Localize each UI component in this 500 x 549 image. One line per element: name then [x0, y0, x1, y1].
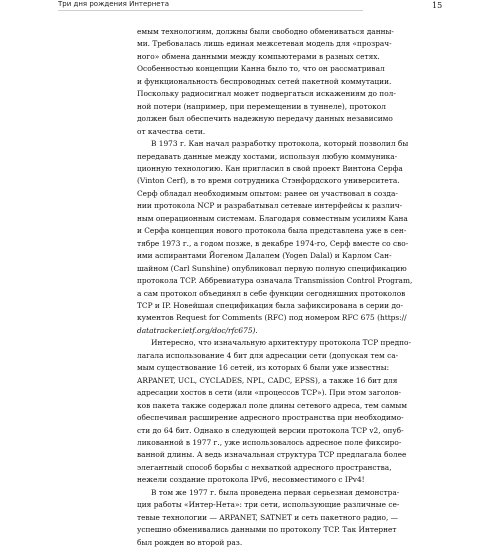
paragraph-1977 [137, 487, 400, 549]
text-line: ми. Требовалась лишь единая межсетевая модель для «прозрач- [137, 39, 392, 49]
rfc-link-text: datatracker.ietf.org/doc/rfc675). [137, 325, 258, 335]
text-line: В том же 1977 г. была проведена первая серьезная демонстра- [151, 487, 400, 497]
text-line: нежели создание протокола IPv6, несовместимого с IPv4! [137, 475, 365, 485]
text-line: ной потери (например, при перемещении в туннеле), протокол [137, 101, 386, 111]
text-line: ным операционным системам. Благодаря совместным усилиям Кана [137, 213, 408, 223]
text-line: нии протокола NCP и разрабатывал сетевые интерфейсы к различ- [137, 201, 403, 211]
text-line: мым существование 16 сетей, из которых 6 были уже известны: [137, 363, 390, 373]
text-line: TCP и IP. Новейшая спецификация была зафиксирована в серии до- [137, 300, 403, 310]
text-line: (Vinton Cerf), в то время сотрудника Стэнфордского университета. [137, 176, 400, 186]
text-line: кументов Request for Comments (RFC) под номером RFC 675 (https:// [137, 313, 407, 323]
text-line: ков пакета также содержал поле длины сетевого адреса, тем самым [137, 400, 408, 410]
text-line: был рожден во второй раз. [137, 537, 243, 547]
text-line: адресации хостов в сети (или «процессов TCP»). При этом заголов- [137, 388, 401, 398]
text-line: передавать данные между хостами, используя любую коммуника- [137, 151, 398, 161]
text-line: должен был обеспечить надежную передачу данных независимо [137, 114, 393, 124]
text-line: лагала использование 4 бит для адресации сети (допуская тем са- [137, 350, 399, 360]
text-line: ция работы «Интер-Нета»: три сети, использующие различные се- [137, 500, 400, 510]
text-line: емым технологиям, должны были свободно обмениваться данны- [137, 27, 394, 36]
header-rule [58, 10, 363, 11]
paragraph-1973 [137, 138, 413, 337]
text-line: обеспечивая расширение адресного пространства при необходимо- [137, 413, 404, 423]
text-line: ционную технологию. Кан пригласил в свой проект Винтона Серфа [137, 163, 403, 173]
running-head: Три дня рождения Интернета [58, 0, 169, 8]
text-line: Особенностью концепции Канна было то, что он рассматривал [137, 64, 385, 74]
text-line: протокола TCP. Аббревиатура означала Transmission Control Program, [137, 276, 413, 286]
text-line: ванной длины. А ведь изначальная структура TCP предлагала более [137, 450, 407, 460]
body-text [137, 26, 413, 549]
text-line: В 1973 г. Кан начал разработку протокола, который позволил бы [151, 139, 409, 149]
text-line: ARPANET, UCL, CYCLADES, NPL, CADC, EPSS), а также 16 бит для [137, 375, 398, 385]
text-line: от качества сети. [137, 126, 206, 136]
text-line: Серф обладал необходимым опытом: ранее он участвовал в созда- [137, 188, 398, 198]
text-line: а сам протокол объединял в себе функции сегодняшних протоколов [137, 288, 406, 298]
text-line: Интересно, что изначальную архитектуру протокола TCP предпо- [151, 338, 411, 348]
text-line: тевые технологии — ARPANET, SATNET и сеть пакетного радио, — [137, 512, 399, 522]
text-line: тябре 1973 г., а годом позже, в декабре 1974-го, Серф вместе со сво- [137, 238, 409, 248]
text-line: ими аспирантами Йогеном Далалем (Yogen Dalal) и Карлом Сан- [137, 251, 392, 261]
text-line: успешно обменивались данными по протоколу TCP. Так Интернет [137, 525, 397, 535]
text-line: шайном (Carl Sunshine) опубликовал первую полную спецификацию [137, 263, 407, 273]
text-line: элегантный способ борьбы с нехваткой адресного пространства, [137, 462, 392, 472]
text-line: Поскольку радиосигнал может подвергаться искажениям до пол- [137, 89, 396, 99]
text-line: сти до 64 бит. Однако в следующей версии протокола TCP v2, опуб- [137, 425, 404, 435]
paragraph-addressing [137, 337, 411, 486]
text-line: и функциональность беспроводных сетей пакетной коммутации. [137, 76, 392, 86]
page-number: 15 [432, 1, 443, 10]
text-line: ного» обмена данными между компьютерами в разных сетях. [137, 51, 380, 61]
paragraph-continued [137, 26, 396, 138]
text-line: ликованной в 1977 г., уже использовалось адресное поле фиксиро- [137, 437, 402, 447]
text-line: и Серфа концепция нового протокола была представлена уже в сен- [137, 226, 407, 236]
